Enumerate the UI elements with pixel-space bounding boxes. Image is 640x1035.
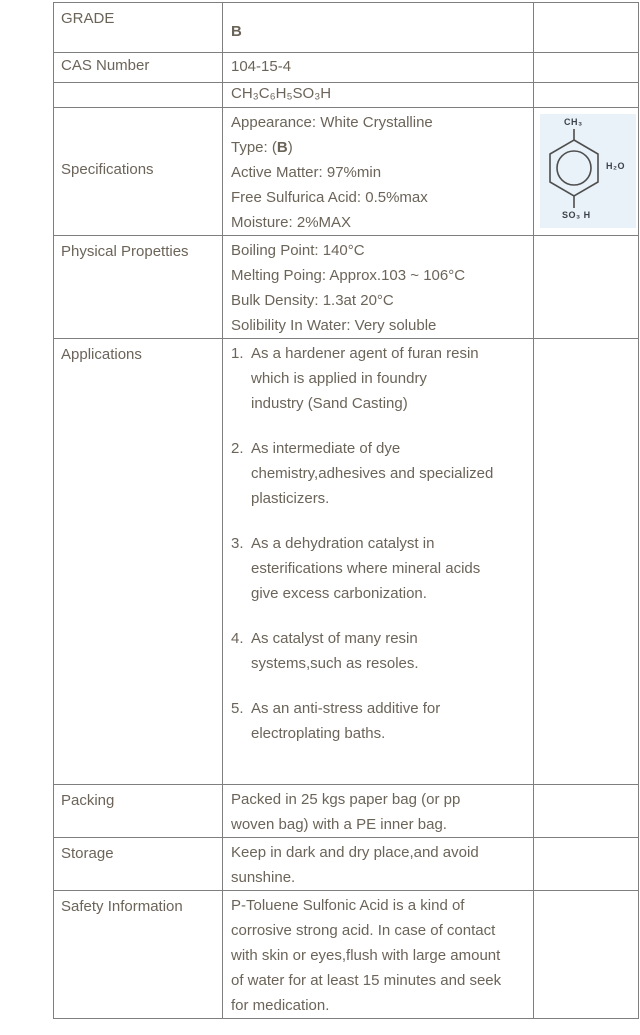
item-number: 3. xyxy=(231,535,244,552)
table-row-cas xyxy=(54,53,639,83)
cas-value: 104-15-4 xyxy=(223,53,534,83)
safety-empty-cell xyxy=(534,891,639,1019)
structure-right-label: H₂O xyxy=(606,161,625,171)
table-row-specifications xyxy=(54,108,639,236)
application-item-2: 2. As intermediate of dye chemistry,adhesives and specialized plasticizers. xyxy=(231,436,525,511)
phys-line-density: Bulk Density: 1.3at 20°C xyxy=(231,292,394,309)
application-item-1: 1. As a hardener agent of furan resin which is applied in foundry industry (Sand Casting) xyxy=(231,341,525,416)
specifications-value xyxy=(223,108,534,236)
storage-empty-cell xyxy=(534,838,639,891)
spec-line-active-matter: Active Matter: 97%min xyxy=(231,164,382,181)
cas-label: CAS Number xyxy=(54,53,223,83)
grade-label: GRADE xyxy=(54,3,223,53)
structure-top-label: CH₃ xyxy=(564,117,583,127)
packing-value: Packed in 25 kgs paper bag (or pp woven bag) with a PE inner bag. xyxy=(223,785,534,838)
phys-line-solubility: Solibility In Water: Very soluble xyxy=(231,317,437,334)
item-number: 4. xyxy=(231,630,244,647)
specifications-label: Specifications xyxy=(54,108,223,236)
item-number: 5. xyxy=(231,700,244,717)
chemical-formula: CH₃C₆H₅SO₃H xyxy=(223,83,534,108)
formula-empty-cell xyxy=(534,83,639,108)
safety-information-label: Safety Information xyxy=(54,891,223,1019)
product-spec-table xyxy=(53,2,639,1019)
item-number: 2. xyxy=(231,440,244,457)
molecular-structure-image xyxy=(540,114,636,228)
packing-empty-cell xyxy=(534,785,639,838)
grade-empty-cell xyxy=(534,3,639,53)
table-row-storage xyxy=(54,838,639,891)
grade-value: B xyxy=(223,3,534,53)
application-item-5: 5. As an anti-stress additive for electroplating baths. xyxy=(231,696,525,746)
formula-label xyxy=(54,83,223,108)
structure-bottom-label: SO₃ H xyxy=(562,210,591,220)
phys-line-melting: Melting Poing: Approx.103 ~ 106°C xyxy=(231,267,466,284)
structure-cell xyxy=(534,108,639,236)
application-item-3: 3. As a dehydration catalyst in esterifications where mineral acids give excess carbonization. xyxy=(231,531,525,606)
storage-value: Keep in dark and dry place,and avoid sunshine. xyxy=(223,838,534,891)
table-row-grade xyxy=(54,3,639,53)
safety-information-value: P-Toluene Sulfonic Acid is a kind of corrosive strong acid. In case of contact with skin or eyes,flush with large amount of water for at least 15 minutes and seek for medication. xyxy=(223,891,534,1019)
cas-empty-cell xyxy=(534,53,639,83)
phys-line-boiling: Boiling Point: 140°C xyxy=(231,242,365,259)
applications-label: Applications xyxy=(54,339,223,785)
physical-empty-cell xyxy=(534,236,639,339)
physical-properties-label: Physical Propetties xyxy=(54,236,223,339)
table-row-physical-properties xyxy=(54,236,639,339)
spec-line-free-acid: Free Sulfurica Acid: 0.5%max xyxy=(231,189,428,206)
table-row-applications xyxy=(54,339,639,785)
spec-line-appearance: Appearance: White Crystalline xyxy=(231,114,433,131)
table-row-formula xyxy=(54,83,639,108)
applications-value xyxy=(223,339,534,785)
table-row-packing xyxy=(54,785,639,838)
physical-properties-value xyxy=(223,236,534,339)
item-number: 1. xyxy=(231,345,244,362)
spec-line-moisture: Moisture: 2%MAX xyxy=(231,214,352,231)
application-item-4: 4. As catalyst of many resin systems,such as resoles. xyxy=(231,626,525,676)
storage-label: Storage xyxy=(54,838,223,891)
spec-line-type: Type: (B) xyxy=(231,139,293,156)
table-row-safety-information xyxy=(54,891,639,1019)
packing-label: Packing xyxy=(54,785,223,838)
applications-empty-cell xyxy=(534,339,639,785)
